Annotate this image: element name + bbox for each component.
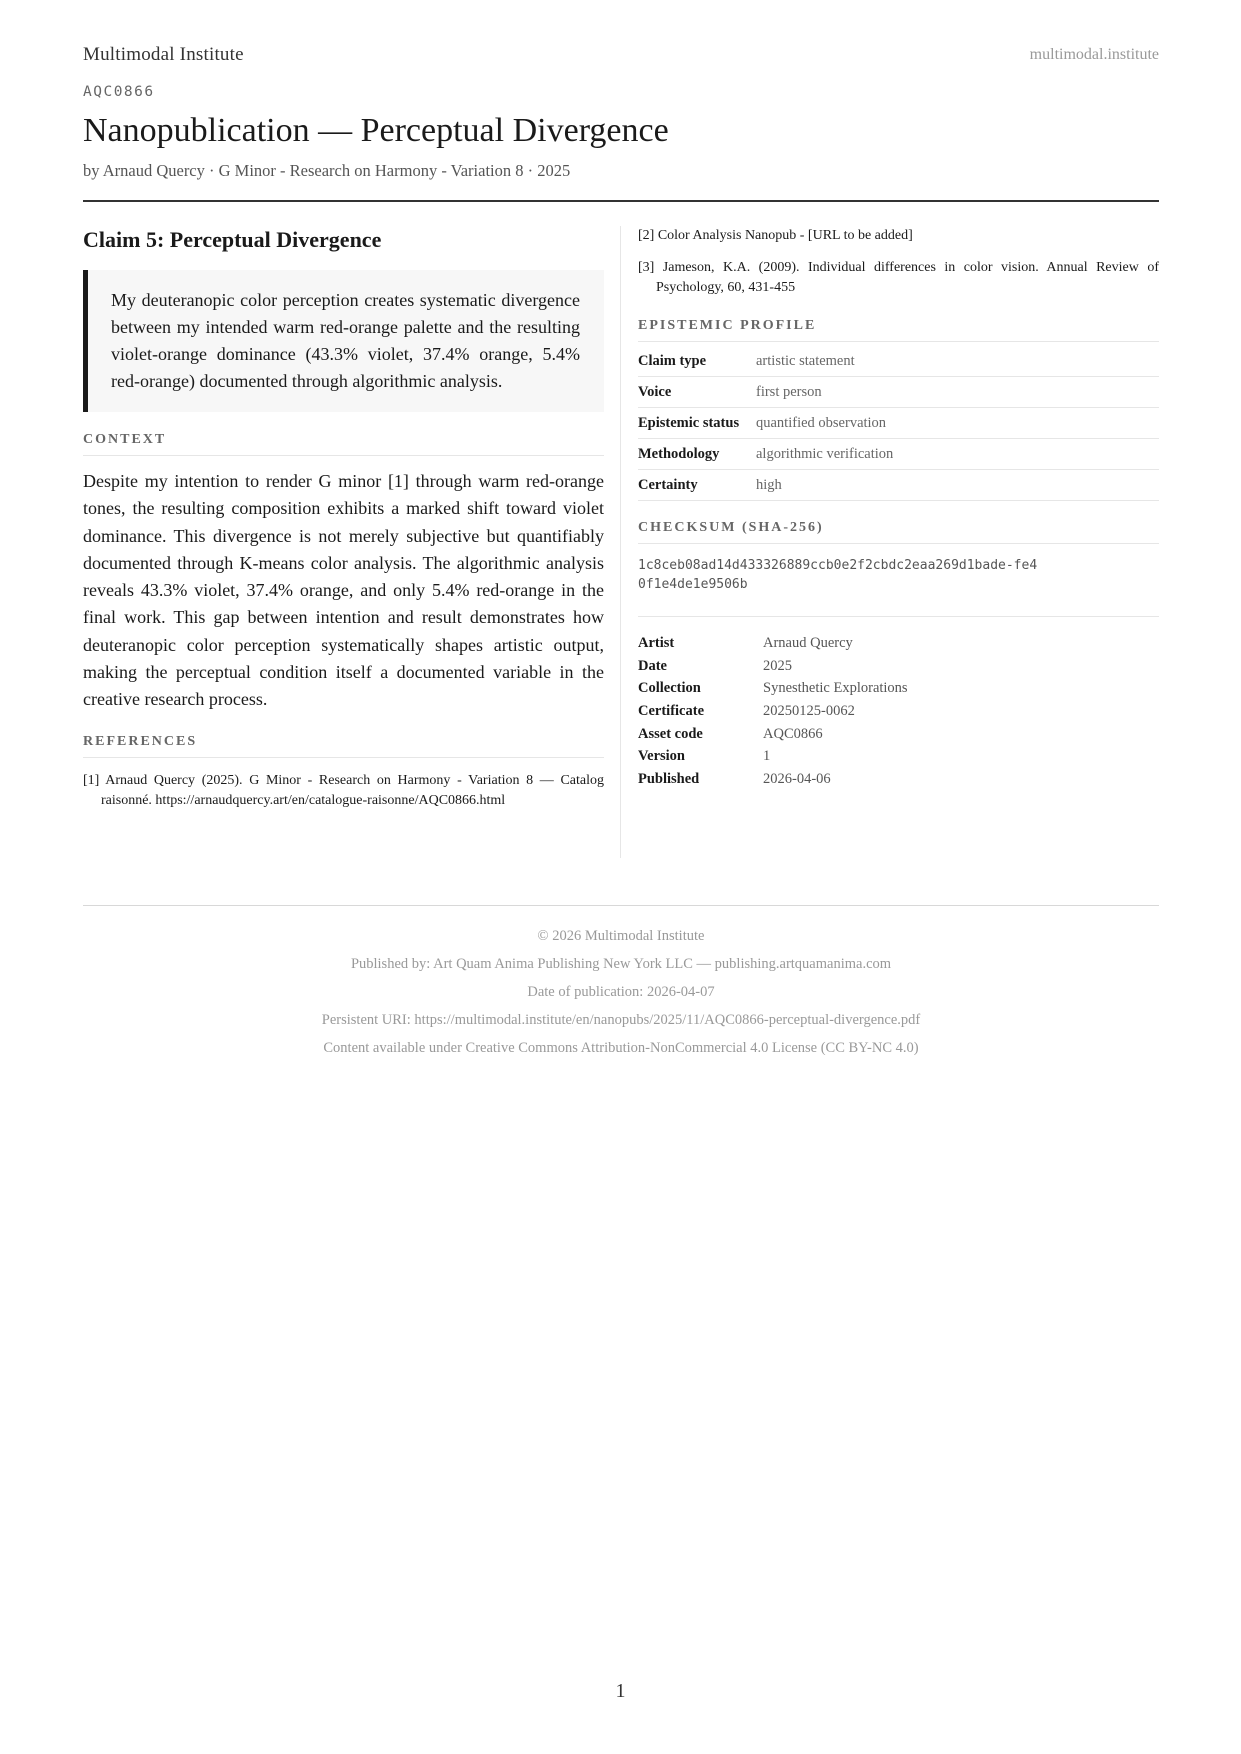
profile-value: first person [756, 377, 1159, 408]
profile-key: Methodology [638, 439, 756, 470]
table-row [638, 408, 1159, 439]
table-row [638, 439, 1159, 470]
profile-key: Claim type [638, 346, 756, 377]
epistemic-profile-table [638, 346, 1159, 501]
header-divider [83, 200, 1159, 202]
table-row [638, 377, 1159, 408]
metadata-row [638, 726, 1159, 749]
column-divider [620, 226, 621, 858]
metadata-row [638, 703, 1159, 726]
profile-value: quantified observation [756, 408, 1159, 439]
reference-item: [3] Jameson, K.A. (2009). Individual differences in color vision. Annual Review of Psychology, 60, 431-455 [638, 260, 1159, 295]
metadata-divider [638, 616, 1159, 617]
metadata-key: Asset code [638, 725, 703, 742]
footer-copyright: © 2026 Multimodal Institute [537, 928, 705, 944]
checksum-label: CHECKSUM (SHA-256) [638, 520, 1159, 544]
metadata-key: Published [638, 771, 700, 788]
footer-publisher: Published by: Art Quam Anima Publishing New York LLC — publishing.artquamanima.com [350, 956, 892, 972]
profile-value: high [756, 470, 1159, 501]
metadata-key: Certificate [638, 703, 705, 720]
metadata-value: 20250125-0062 [763, 703, 855, 720]
context-label: CONTEXT [83, 432, 604, 456]
institute-name: Multimodal Institute [83, 44, 244, 65]
asset-code: AQC0866 [83, 84, 155, 100]
profile-value: algorithmic verification [756, 439, 1159, 470]
profile-key: Voice [638, 377, 756, 408]
footer [83, 922, 1159, 1062]
metadata-value: Synesthetic Explorations [763, 680, 908, 697]
metadata-row [638, 680, 1159, 703]
metadata-key: Version [638, 748, 685, 765]
metadata-row [638, 635, 1159, 658]
table-row [638, 346, 1159, 377]
metadata-key: Date [638, 657, 667, 674]
right-column [638, 226, 1159, 794]
page-title: Nanopublication — Perceptual Divergence [83, 112, 669, 149]
metadata-value: 2025 [763, 657, 792, 674]
footer-publication-date: Date of publication: 2026-04-07 [527, 984, 715, 1000]
profile-key: Epistemic status [638, 408, 756, 439]
metadata-row [638, 658, 1159, 681]
metadata-value: 1 [763, 748, 771, 765]
claim-heading: Claim 5: Perceptual Divergence [83, 227, 382, 252]
metadata-list [638, 635, 1159, 794]
metadata-row [638, 771, 1159, 794]
metadata-key: Artist [638, 635, 675, 651]
metadata-row [638, 748, 1159, 771]
byline: by Arnaud Quercy · G Minor - Research on Harmony - Variation 8 · 2025 [83, 161, 571, 180]
table-row [638, 470, 1159, 501]
reference-item: [1] Arnaud Quercy (2025). G Minor - Research on Harmony - Variation 8 — Catalog raisonné. https://arnaudquercy.art/en/catalogue-raisonne/AQC0866.html [83, 772, 604, 808]
references-label: REFERENCES [83, 734, 604, 758]
footer-divider [83, 905, 1159, 906]
footer-persistent-uri: Persistent URI: https://multimodal.institute/en/nanopubs/2025/11/AQC0866-perceptual-divergence.pdf [321, 1012, 921, 1028]
left-column [83, 226, 604, 811]
footer-license: Content available under Creative Commons Attribution-NonCommercial 4.0 License (CC BY-NC 4.0) [323, 1040, 919, 1056]
reference-item: [2] Color Analysis Nanopub - [URL to be added] [638, 228, 913, 243]
site-domain: multimodal.institute [1029, 46, 1159, 63]
page-number: 1 [615, 1680, 626, 1702]
metadata-key: Collection [638, 680, 701, 697]
context-text: Despite my intention to render G minor [1] through warm red-orange tones, the resulting composition exhibits a marked shift toward violet dominance. This divergence is not merely subjective but quantifiably documented through K-means color analysis. The algorithmic analysis reveals 43.3% violet, 37.4% orange, and only 5.4% red-orange in the final work. This gap between intention and result demonstrates how deuteranopic color perception systematically shapes artistic output, making the perceptual condition itself a documented variable in the creative research process. [83, 471, 604, 710]
metadata-value: 2026-04-06 [763, 771, 831, 788]
profile-value: artistic statement [756, 346, 1159, 377]
epistemic-profile-label: EPISTEMIC PROFILE [638, 318, 1159, 342]
checksum-value: 1c8ceb08ad14d433326889ccb0e2f2cbdc2eaa269d1bade-fe40f1e4de1e9506b [638, 558, 1038, 592]
metadata-value: Arnaud Quercy [763, 635, 853, 651]
claim-statement: My deuteranopic color perception creates systematic divergence between my intended warm red-orange palette and the resulting violet-orange dominance (43.3% violet, 37.4% orange, 5.4% red-orange) documented through algorithmic analysis. [83, 270, 604, 412]
header-row [83, 44, 1159, 68]
profile-key: Certainty [638, 470, 756, 501]
metadata-value: AQC0866 [763, 725, 823, 742]
